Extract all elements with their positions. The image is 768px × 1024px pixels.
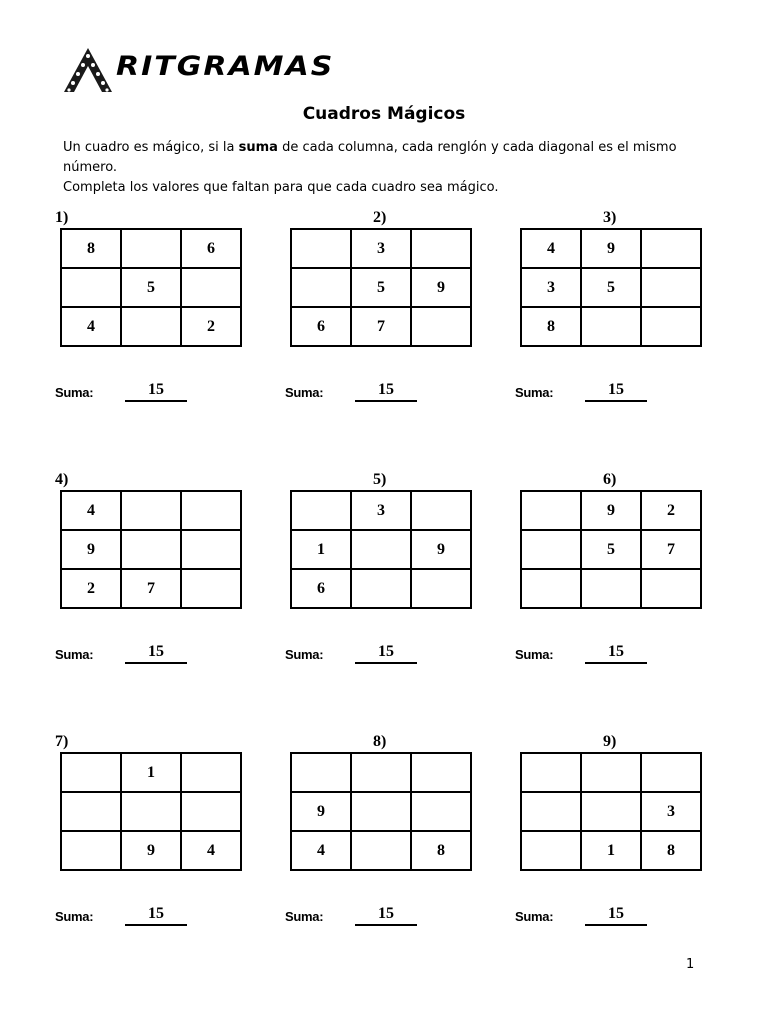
- instructions: [63, 138, 723, 198]
- instructions-text: Un cuadro es mágico, si la: [63, 140, 239, 155]
- given-cell: 3: [352, 230, 412, 269]
- sum-value: 15: [355, 643, 417, 664]
- given-cell: 4: [62, 308, 122, 347]
- given-cell: 3: [352, 492, 412, 531]
- sum-label: Suma:: [55, 909, 94, 924]
- sum-value: 15: [125, 381, 187, 402]
- empty-cell[interactable]: [522, 754, 582, 793]
- given-cell: 8: [642, 832, 702, 871]
- empty-cell[interactable]: [62, 832, 122, 871]
- empty-cell[interactable]: [522, 570, 582, 609]
- sum-value: 15: [585, 643, 647, 664]
- magic-square-grid: [60, 752, 242, 871]
- given-cell: 8: [522, 308, 582, 347]
- empty-cell[interactable]: [182, 492, 242, 531]
- empty-cell[interactable]: [352, 832, 412, 871]
- given-cell: 2: [182, 308, 242, 347]
- given-cell: 5: [352, 269, 412, 308]
- given-cell: 9: [122, 832, 182, 871]
- puzzle-label: 9): [603, 733, 617, 750]
- given-cell: 4: [522, 230, 582, 269]
- empty-cell[interactable]: [582, 754, 642, 793]
- empty-cell[interactable]: [522, 793, 582, 832]
- empty-cell[interactable]: [412, 230, 472, 269]
- empty-cell[interactable]: [62, 269, 122, 308]
- magic-square-grid: [60, 490, 242, 609]
- instructions-line-2: Completa los valores que faltan para que cada cuadro sea mágico.: [63, 180, 499, 195]
- empty-cell[interactable]: [292, 230, 352, 269]
- sum-label: Suma:: [285, 647, 324, 662]
- given-cell: 6: [292, 570, 352, 609]
- puzzle-label: 8): [373, 733, 387, 750]
- empty-cell[interactable]: [182, 531, 242, 570]
- sum-value: 15: [125, 905, 187, 926]
- given-cell: 7: [122, 570, 182, 609]
- sum-label: Suma:: [55, 647, 94, 662]
- empty-cell[interactable]: [412, 793, 472, 832]
- empty-cell[interactable]: [292, 269, 352, 308]
- given-cell: 4: [292, 832, 352, 871]
- given-cell: 1: [122, 754, 182, 793]
- empty-cell[interactable]: [642, 230, 702, 269]
- magic-square-grid: [520, 490, 702, 609]
- given-cell: 5: [582, 531, 642, 570]
- empty-cell[interactable]: [582, 793, 642, 832]
- given-cell: 3: [642, 793, 702, 832]
- logo: [62, 46, 335, 96]
- instructions-text: de cada columna, cada renglón y cada diagonal es el mismo número.: [63, 140, 677, 175]
- sum-label: Suma:: [285, 385, 324, 400]
- sum-label: Suma:: [515, 385, 554, 400]
- empty-cell[interactable]: [642, 570, 702, 609]
- empty-cell[interactable]: [122, 531, 182, 570]
- magic-square-grid: [290, 490, 472, 609]
- empty-cell[interactable]: [522, 492, 582, 531]
- empty-cell[interactable]: [352, 570, 412, 609]
- empty-cell[interactable]: [352, 793, 412, 832]
- logo-text: RITGRAMAS: [116, 50, 335, 83]
- empty-cell[interactable]: [292, 754, 352, 793]
- given-cell: 1: [582, 832, 642, 871]
- given-cell: 6: [292, 308, 352, 347]
- empty-cell[interactable]: [582, 570, 642, 609]
- puzzle-label: 5): [373, 471, 387, 488]
- empty-cell[interactable]: [522, 531, 582, 570]
- empty-cell[interactable]: [352, 531, 412, 570]
- puzzle-label: 1): [55, 209, 69, 226]
- empty-cell[interactable]: [62, 793, 122, 832]
- empty-cell[interactable]: [292, 492, 352, 531]
- empty-cell[interactable]: [122, 492, 182, 531]
- empty-cell[interactable]: [352, 754, 412, 793]
- magic-square-grid: [520, 228, 702, 347]
- given-cell: 9: [62, 531, 122, 570]
- empty-cell[interactable]: [122, 793, 182, 832]
- instructions-bold-word: suma: [238, 140, 278, 155]
- sum-label: Suma:: [285, 909, 324, 924]
- given-cell: 8: [62, 230, 122, 269]
- given-cell: 4: [182, 832, 242, 871]
- given-cell: 9: [582, 492, 642, 531]
- page-title: Cuadros Mágicos: [302, 104, 466, 124]
- empty-cell[interactable]: [122, 230, 182, 269]
- given-cell: 2: [62, 570, 122, 609]
- empty-cell[interactable]: [642, 308, 702, 347]
- given-cell: 9: [292, 793, 352, 832]
- given-cell: 9: [412, 269, 472, 308]
- empty-cell[interactable]: [122, 308, 182, 347]
- empty-cell[interactable]: [642, 269, 702, 308]
- given-cell: 3: [522, 269, 582, 308]
- sum-label: Suma:: [515, 909, 554, 924]
- sum-label: Suma:: [55, 385, 94, 400]
- magic-square-grid: [520, 752, 702, 871]
- given-cell: 1: [292, 531, 352, 570]
- magic-square-grid: [60, 228, 242, 347]
- given-cell: 9: [582, 230, 642, 269]
- puzzle-label: 3): [603, 209, 617, 226]
- empty-cell[interactable]: [182, 269, 242, 308]
- triangle-logo-icon: [62, 46, 122, 96]
- given-cell: 2: [642, 492, 702, 531]
- given-cell: 6: [182, 230, 242, 269]
- sum-value: 15: [125, 643, 187, 664]
- empty-cell[interactable]: [522, 832, 582, 871]
- puzzle-label: 7): [55, 733, 69, 750]
- given-cell: 7: [352, 308, 412, 347]
- puzzle-label: 2): [373, 209, 387, 226]
- empty-cell[interactable]: [412, 492, 472, 531]
- magic-square-grid: [290, 752, 472, 871]
- empty-cell[interactable]: [582, 308, 642, 347]
- sum-label: Suma:: [515, 647, 554, 662]
- empty-cell[interactable]: [182, 754, 242, 793]
- puzzle-label: 6): [603, 471, 617, 488]
- sum-value: 15: [355, 381, 417, 402]
- magic-square-grid: [290, 228, 472, 347]
- given-cell: 7: [642, 531, 702, 570]
- sum-value: 15: [585, 381, 647, 402]
- instructions-line-1: [63, 138, 723, 178]
- sum-value: 15: [355, 905, 417, 926]
- empty-cell[interactable]: [182, 570, 242, 609]
- sum-value: 15: [585, 905, 647, 926]
- given-cell: 5: [122, 269, 182, 308]
- puzzle-label: 4): [55, 471, 69, 488]
- given-cell: 8: [412, 832, 472, 871]
- given-cell: 5: [582, 269, 642, 308]
- empty-cell[interactable]: [412, 754, 472, 793]
- given-cell: 9: [412, 531, 472, 570]
- empty-cell[interactable]: [642, 754, 702, 793]
- empty-cell[interactable]: [182, 793, 242, 832]
- empty-cell[interactable]: [412, 308, 472, 347]
- page-number: 1: [686, 957, 695, 972]
- empty-cell[interactable]: [62, 754, 122, 793]
- given-cell: 4: [62, 492, 122, 531]
- empty-cell[interactable]: [412, 570, 472, 609]
